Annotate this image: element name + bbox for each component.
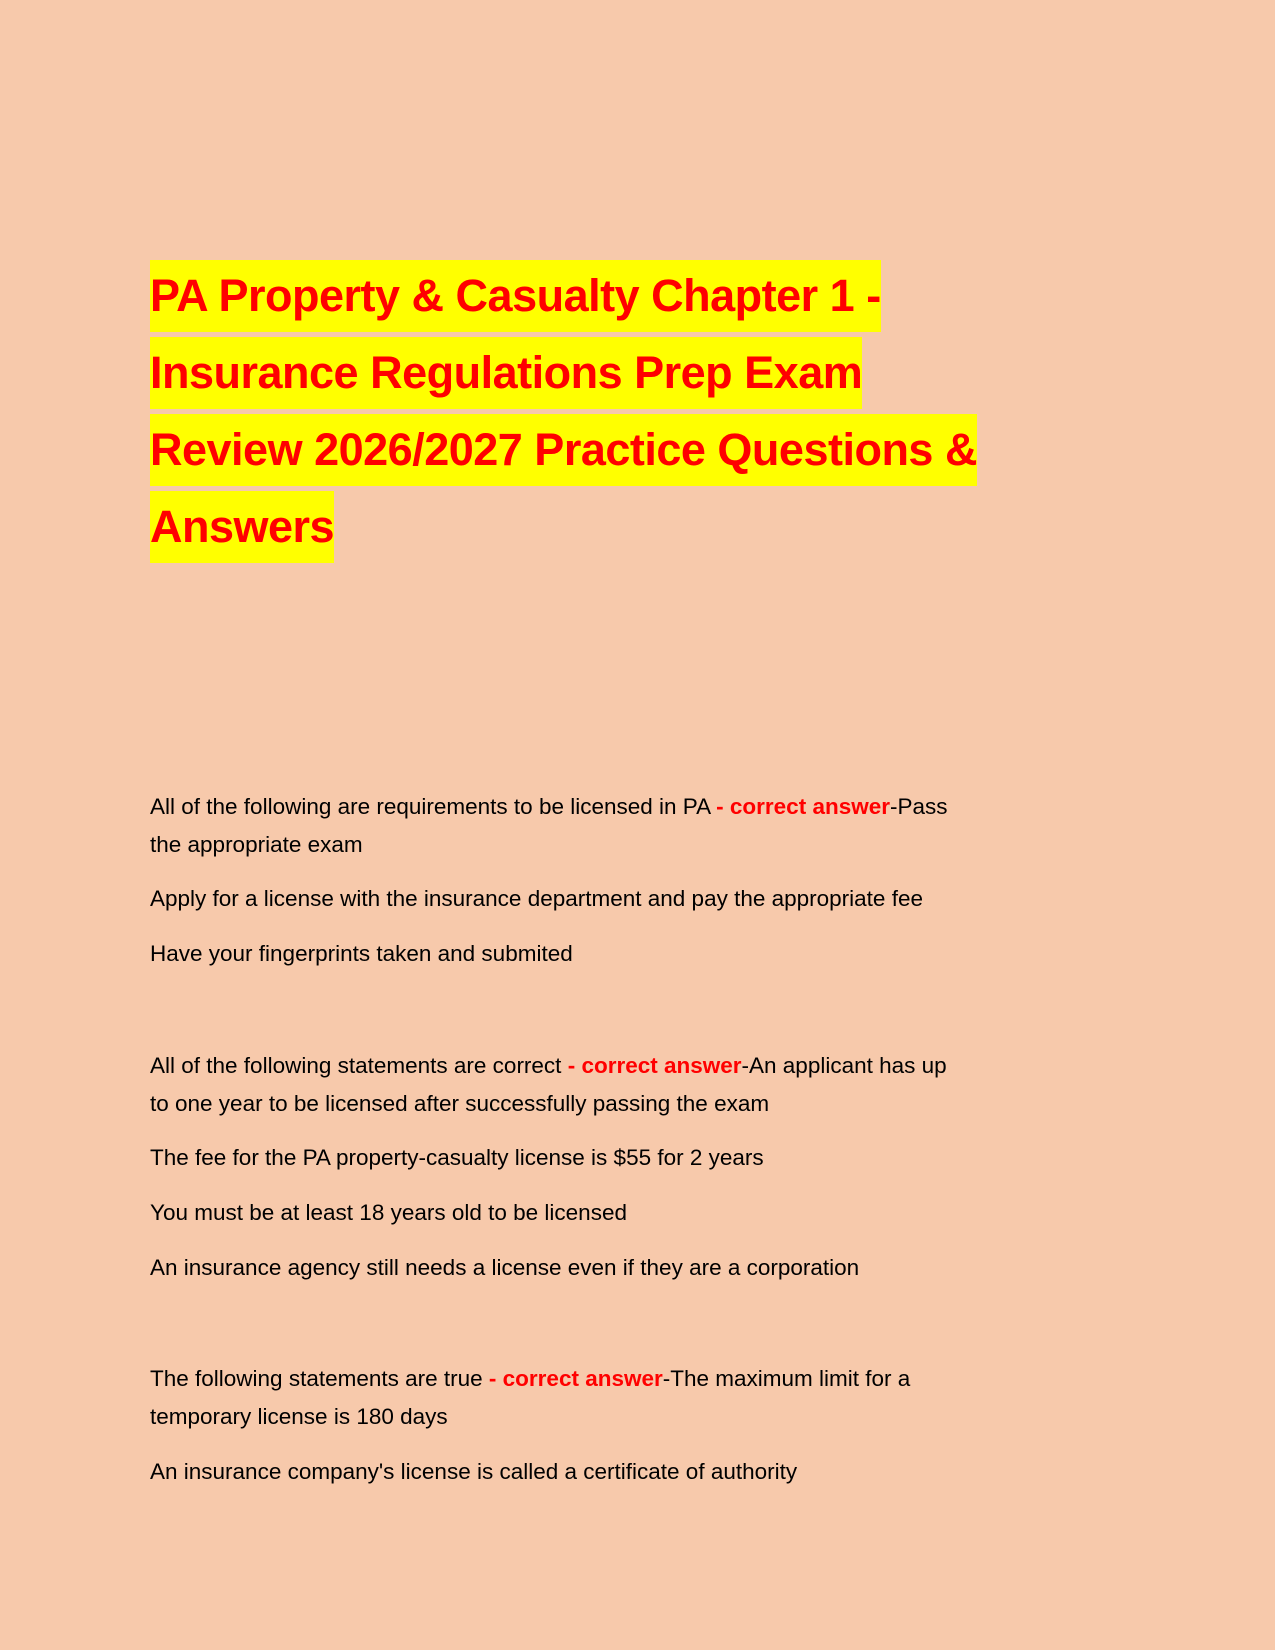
question-line: [150, 1051, 947, 1081]
answer-text: -Pass: [889, 794, 948, 819]
question-line: [150, 792, 948, 822]
answer-line: An insurance agency still needs a license even if they are a corporation: [150, 1255, 860, 1280]
answer-line: The fee for the PA property-casualty license is $55 for 2 years: [150, 1145, 764, 1170]
question-text: All of the following statements are correct: [150, 1053, 568, 1078]
correct-answer-label: - correct answer: [567, 1053, 742, 1078]
answer-line: temporary license is 180 days: [150, 1404, 448, 1429]
correct-answer-label: - correct answer: [488, 1366, 663, 1391]
question-line: [150, 1364, 910, 1394]
correct-answer-label: - correct answer: [716, 794, 890, 819]
title-line: PA Property & Casualty Chapter 1 -: [150, 260, 881, 332]
question-text: The following statements are true: [150, 1366, 489, 1391]
answer-text: -An applicant has up: [741, 1053, 947, 1078]
answer-line: Have your fingerprints taken and submited: [150, 941, 573, 966]
answer-line: Apply for a license with the insurance department and pay the appropriate fee: [150, 886, 923, 911]
title-line: Insurance Regulations Prep Exam: [150, 337, 862, 409]
question-text: All of the following are requirements to be licensed in PA: [150, 794, 717, 819]
answer-line: the appropriate exam: [150, 832, 363, 857]
title-line: Answers: [150, 491, 334, 563]
answer-line: An insurance company's license is called a certificate of authority: [150, 1459, 798, 1484]
answer-text: -The maximum limit for a: [662, 1366, 911, 1391]
answer-line: to one year to be licensed after successfully passing the exam: [150, 1091, 770, 1116]
title-line: Review 2026/2027 Practice Questions &: [150, 414, 977, 486]
answer-line: You must be at least 18 years old to be licensed: [150, 1200, 627, 1225]
